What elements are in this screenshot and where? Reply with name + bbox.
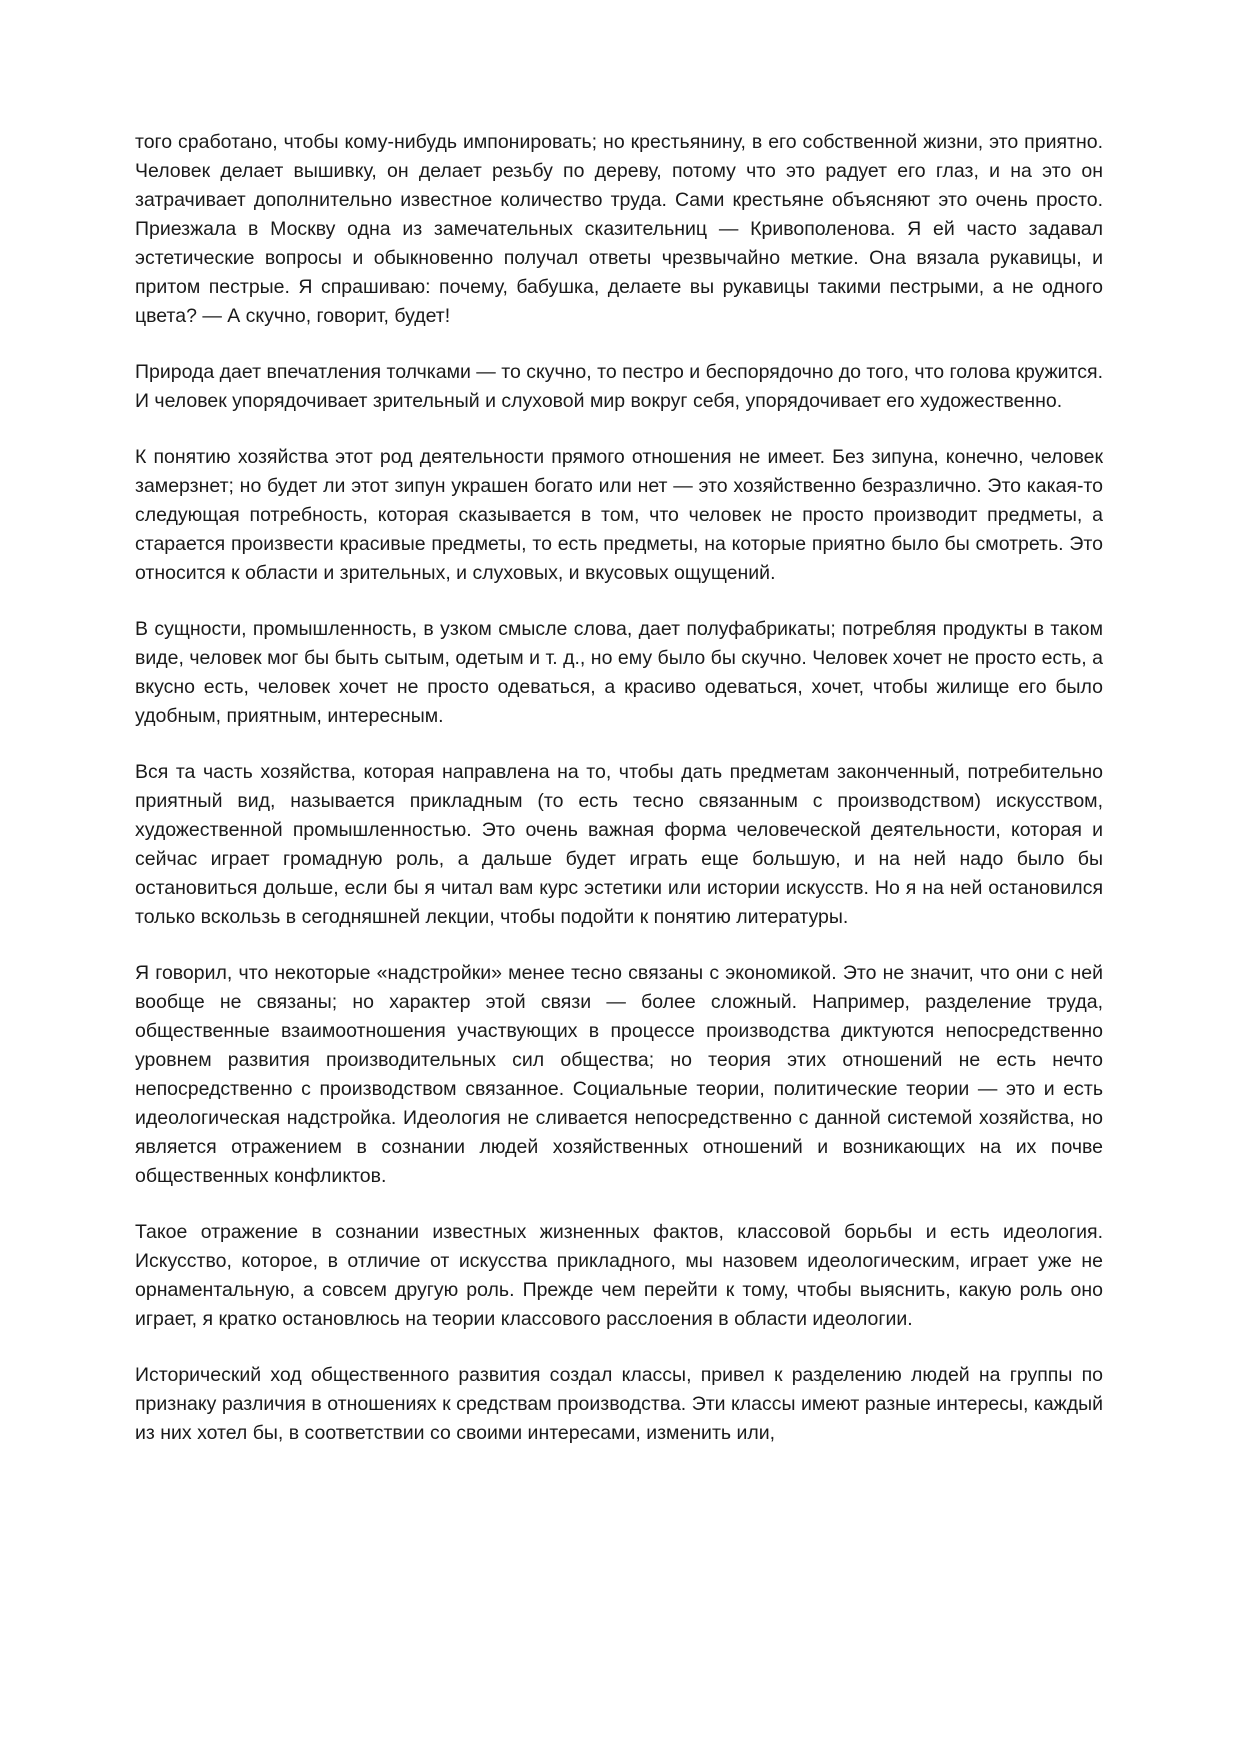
paragraph-2: Природа дает впечатления толчками — то скучно, то пестро и беспорядочно до того, что голова кружится. И человек упорядочивает зрительный и слуховой мир вокруг себя, упорядочивает его художественно. [135,361,1103,412]
paragraph-7: Такое отражение в сознании известных жизненных фактов, классовой борьбы и есть идеология. Искусство, которое, в отличие от искусства прикладного, мы назовем идеологическим, играет уже не орнаментальную, а совсем другую роль. Прежде чем перейти к тому, чтобы выяснить, какую роль оно играет, я кратко остановлюсь на теории классового расслоения в области идеологии. [135,1221,1103,1330]
paragraph-5: Вся та часть хозяйства, которая направлена на то, чтобы дать предметам законченный, потребительно приятный вид, называется прикладным (то есть тесно связанным с производством) искусством, художественной промышленностью. Это очень важная форма человеческой деятельности, которая и сейчас играет громадную роль, а дальше будет играть еще большую, и на ней надо было бы остановиться дольше, если бы я читал вам курс эстетики или истории искусств. Но я на ней остановился только вскользь в сегодняшней лекции, чтобы подойти к понятию литературы. [135,761,1103,928]
paragraph-8: Исторический ход общественного развития создал классы, привел к разделению людей на группы по признаку различия в отношениях к средствам производства. Эти классы имеют разные интересы, каждый из них хотел бы, в соответствии со своими интересами, изменить или, [135,1364,1103,1444]
paragraph-4: В сущности, промышленность, в узком смысле слова, дает полуфабрикаты; потребляя продукты в таком виде, человек мог бы быть сытым, одетым и т. д., но ему было бы скучно. Человек хочет не просто есть, а вкусно есть, человек хочет не просто одеваться, а красиво одеваться, хочет, чтобы жилище его было удобным, приятным, интересным. [135,618,1103,727]
paragraph-3: К понятию хозяйства этот род деятельности прямого отношения не имеет. Без зипуна, конечно, человек замерзнет; но будет ли этот зипун украшен богато или нет — это хозяйственно безразлично. Это какая-то следующая потребность, которая сказывается в том, что человек не просто производит предметы, а старается произвести красивые предметы, то есть предметы, на которые приятно было бы смотреть. Это относится к области и зрительных, и слуховых, и вкусовых ощущений. [135,446,1103,584]
paragraph-6: Я говорил, что некоторые «надстройки» менее тесно связаны с экономикой. Это не значит, что они с ней вообще не связаны; но характер этой связи — более сложный. Например, разделение труда, общественные взаимоотношения участвующих в процессе производства диктуются непосредственно уровнем развития производительных сил общества; но теория этих отношений не есть нечто непосредственно с производством связанное. Социальные теории, политические теории — это и есть идеологическая надстройка. Идеология не сливается непосредственно с данной системой хозяйства, но является отражением в сознании людей хозяйственных отношений и возникающих на их почве общественных конфликтов. [135,962,1103,1187]
paragraph-1: того сработано, чтобы кому-нибудь импонировать; но крестьянину, в его собственной жизни, это приятно. Человек делает вышивку, он делает резьбу по дереву, потому что это радует его глаз, и на это он затрачивает дополнительно известное количество труда. Сами крестьяне объясняют это очень просто. Приезжала в Москву одна из замечательных сказительниц — Кривополенова. Я ей часто задавал эстетические вопросы и обыкновенно получал ответы чрезвычайно меткие. Она вязала рукавицы, и притом пестрые. Я спрашиваю: почему, бабушка, делаете вы рукавицы такими пестрыми, а не одного цвета? — А скучно, говорит, будет! [135,131,1103,327]
body-text [135,128,1103,1475]
